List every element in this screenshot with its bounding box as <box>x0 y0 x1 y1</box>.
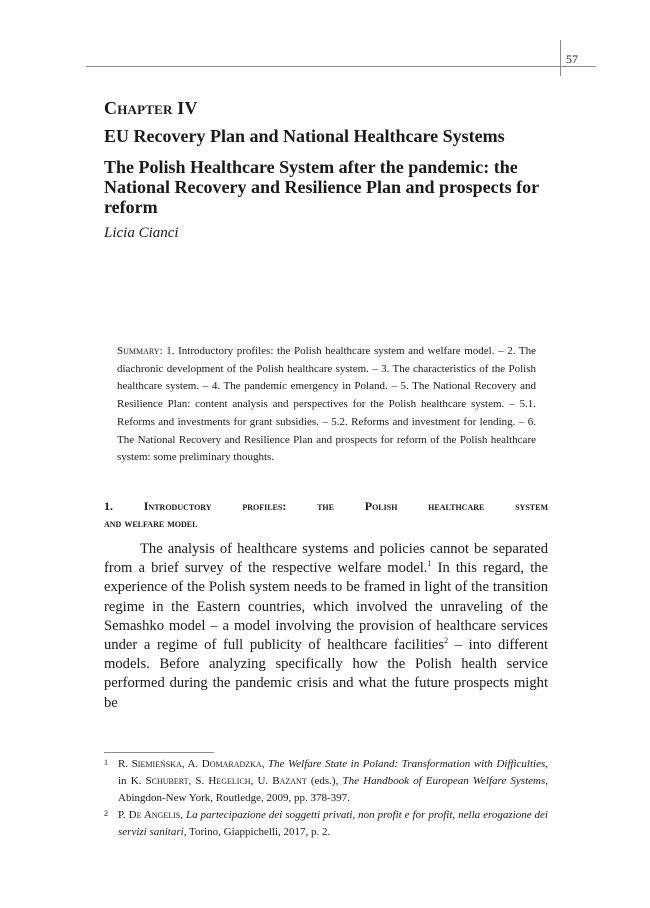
footnotes <box>104 756 548 841</box>
footnote-title: La partecipazione dei soggetti privati, non profit e for profit, nella erogazione dei servizi sanitari <box>118 809 548 838</box>
body-paragraph <box>104 540 548 713</box>
chapter-title: EU Recovery Plan and National Healthcare Systems <box>104 126 505 146</box>
section-heading-line1: Introductory profiles: the Polish healthcare system <box>143 499 549 513</box>
footnote-ref-1: 1 <box>427 559 432 569</box>
footnote-title: The Welfare State in Poland: Transformation with Difficulties <box>264 758 546 770</box>
footnote-ref-2: 2 <box>444 636 449 646</box>
author: Licia Cianci <box>104 225 179 241</box>
article-title: The Polish Healthcare System after the pandemic: the National Recovery and Resilience Plan and prospects for reform <box>104 157 539 217</box>
footnote-authors: P. De Angelis, <box>118 809 183 821</box>
footnote-rule <box>104 752 214 753</box>
header-vertical-rule <box>560 40 561 76</box>
summary <box>117 343 536 467</box>
section-heading-continued: and welfare model <box>104 516 198 530</box>
footnote-text: , in K. <box>118 758 548 787</box>
footnote-text: , Torino, Giappichelli, 2017, p. 2. <box>183 826 331 838</box>
body-text-part: In this regard, the experience of the Polish system needs to be framed in light of the transition regime in the Eastern countries, which involved the unraveling of the Semashko model – a model involving the provision of healthcare services under a regime of full publicity of healthcare facilities <box>104 560 548 654</box>
header-rule <box>86 66 596 67</box>
section-number: 1. <box>104 499 113 513</box>
summary-label: Summary: <box>117 345 163 357</box>
body-text-part: The analysis of healthcare systems and policies cannot be separated from a brief survey of the respective welfare model. <box>104 541 548 577</box>
footnote-authors: R. Siemieńska, A. Domaradzka, <box>118 758 265 770</box>
footnote-text: , Abingdon-New York, Routledge, 2009, pp. 378-397. <box>118 775 548 804</box>
footnote-number: 1 <box>104 758 108 767</box>
footnote-editors: Schubert, S. Hegelich, U. Bazant <box>145 775 307 787</box>
page-number: 57 <box>566 52 578 66</box>
footnote-book: The Handbook of European Welfare Systems <box>342 775 546 787</box>
chapter-label: Chapter IV <box>104 98 198 118</box>
summary-text: 1. Introductory profiles: the Polish healthcare system and welfare model. – 2. The diachronic development of the Polish healthcare system. – 3. The characteristics of the Polish healthcare system. – 4. The pandemic emergency in Poland. – 5. The National Recovery and Resilience Plan: content analysis and perspectives for the Polish healthcare system. – 5.1. Reforms and investments for grant subsidies. – 5.2. Reforms and investment for lending. – 6. The National Recovery and Resilience Plan and prospects for reform of the Polish healthcare system: some preliminary thoughts. <box>117 345 536 464</box>
footnote-text: (eds.), <box>306 775 343 787</box>
footnote <box>104 807 548 841</box>
footnote <box>104 756 548 807</box>
footnote-number: 2 <box>104 809 108 818</box>
body-text-part: – into different models. Before analyzing specifically how the Polish health service performed during the pandemic crisis and what the future prospects might be <box>104 637 548 711</box>
